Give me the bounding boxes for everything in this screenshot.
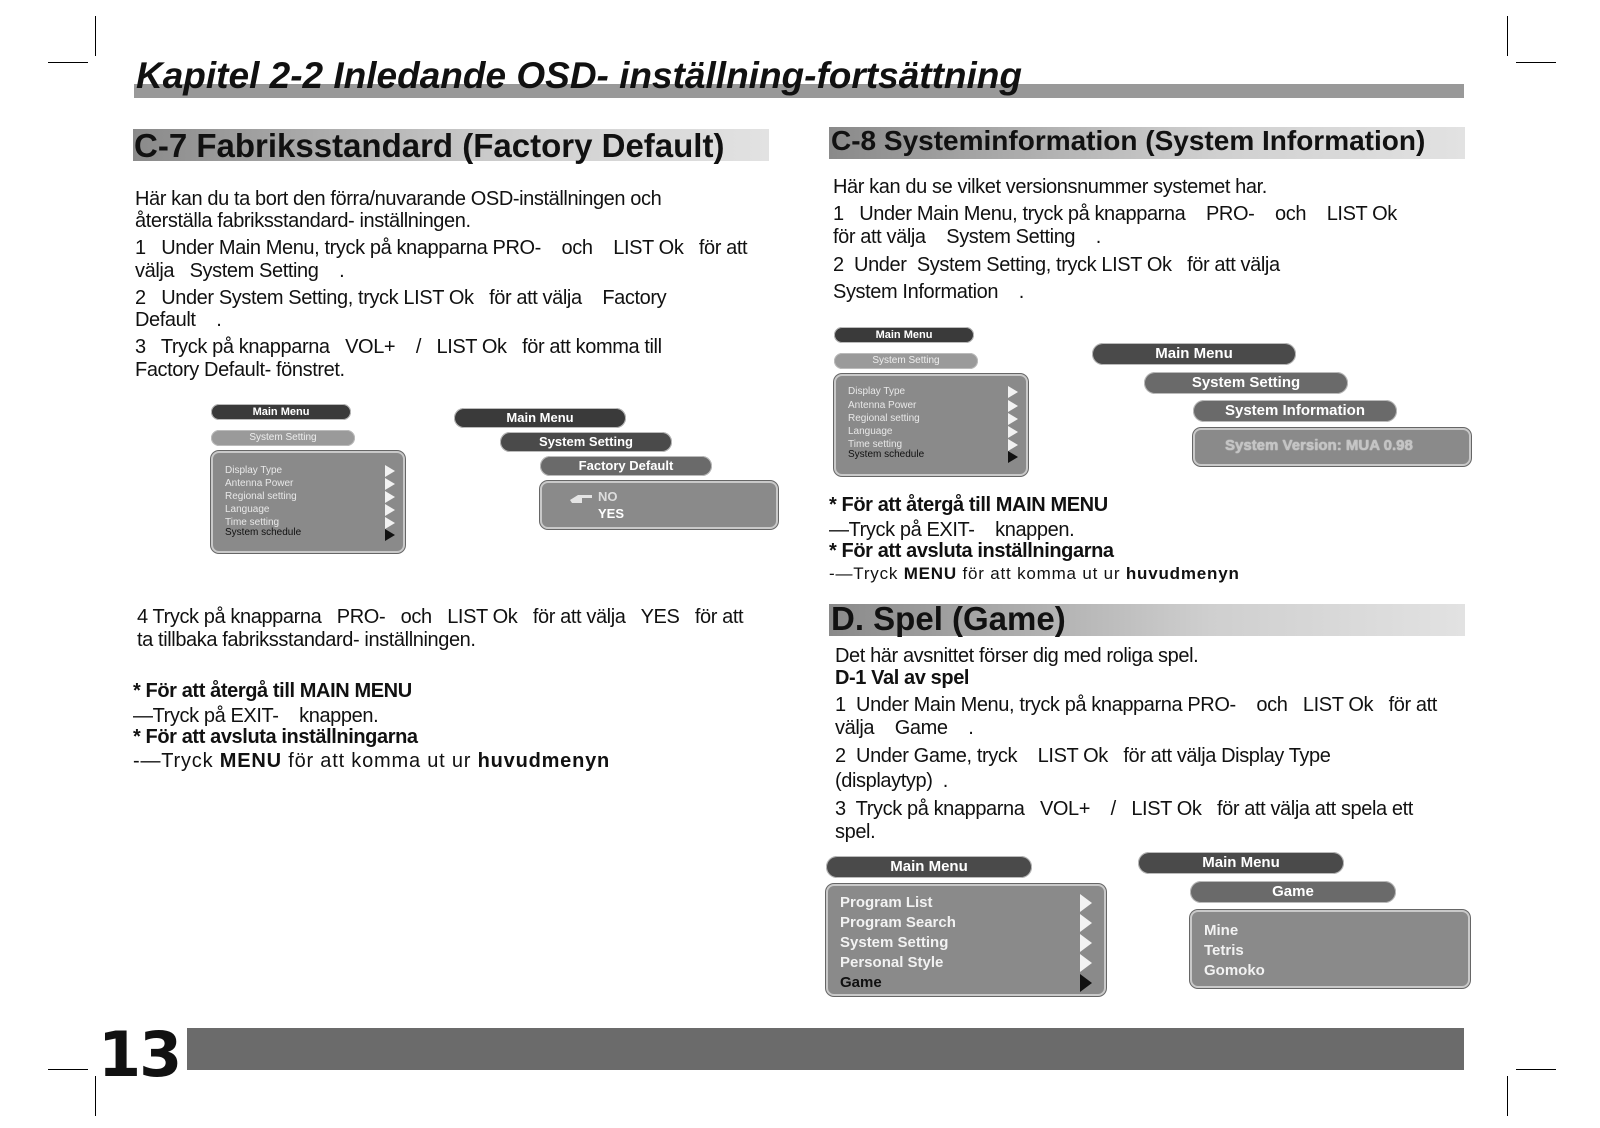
- osd-item: Display Type: [848, 386, 906, 397]
- c7-exit-mid: för att komma ut ur: [281, 750, 478, 772]
- c8-return-text: —Tryck på EXIT- knappen.: [829, 519, 1075, 541]
- c8-exit-menu: MENU: [903, 564, 957, 583]
- arrow-right-icon: [1080, 894, 1092, 912]
- c8-return-heading: * För att återgå till MAIN MENU: [829, 494, 1108, 516]
- c8-step1-line2: för att välja System Setting .: [833, 226, 1101, 248]
- osd-item: Antenna Power: [848, 400, 917, 411]
- d-step3-line1: 3 Tryck på knapparna VOL+ / LIST Ok för att välja att spela ett: [835, 798, 1413, 820]
- osd-item: Regional setting: [225, 491, 297, 502]
- osd-system-setting-tab: System Setting: [500, 432, 672, 452]
- c7-exit-main: huvudmenyn: [477, 750, 611, 772]
- arrow-right-icon: [1080, 934, 1092, 952]
- d-step3-line2: spel.: [835, 821, 876, 843]
- osd-item-selected: System schedule: [225, 527, 302, 538]
- c7-step1-line1: 1 Under Main Menu, tryck på knapparna PRO- och LIST Ok för att: [135, 237, 748, 259]
- arrow-right-icon: [385, 529, 395, 541]
- osd-item-selected: System schedule: [848, 449, 925, 460]
- c7-exit-heading: * För att avsluta inställningarna: [133, 726, 418, 748]
- d-step2-line1: 2 Under Game, tryck LIST Ok för att välja Display Type: [835, 745, 1331, 767]
- arrow-right-icon: [1080, 954, 1092, 972]
- osd-item: Display Type: [225, 465, 283, 476]
- osd-main-menu-tab: Main Menu: [1138, 852, 1344, 874]
- arrow-right-icon: [385, 504, 395, 516]
- c7-step1-line2: välja System Setting .: [135, 260, 345, 282]
- osd-item: Program Search: [840, 914, 956, 931]
- osd-item: System Setting: [840, 934, 949, 951]
- arrow-right-icon: [1008, 400, 1018, 412]
- c7-step4-line2: ta tillbaka fabriksstandard- inställningen.: [137, 629, 476, 651]
- arrow-right-icon: [1008, 451, 1018, 463]
- arrow-right-icon: [385, 517, 395, 529]
- arrow-right-icon: [1080, 974, 1092, 992]
- osd-main-menu-tab: Main Menu: [454, 408, 626, 428]
- crop-mark: [1516, 62, 1556, 63]
- c7-return-heading: * För att återgå till MAIN MENU: [133, 680, 412, 702]
- page-number: 13: [98, 1018, 181, 1091]
- osd-game-tab: Game: [1190, 881, 1396, 903]
- c7-step3-line2: Factory Default- fönstret.: [135, 359, 345, 381]
- osd-item: Tetris: [1204, 942, 1244, 959]
- d-step1-line2: välja Game .: [835, 717, 974, 739]
- c7-intro-line2: återställa fabriksstandard- inställningen.: [135, 210, 471, 232]
- hand-pointer-icon: [568, 491, 594, 505]
- c7-step3-line1: 3 Tryck på knapparna VOL+ / LIST Ok för att komma till: [135, 336, 662, 358]
- c7-step2-line1: 2 Under System Setting, tryck LIST Ok för att välja Factory: [135, 287, 667, 309]
- crop-mark: [48, 1069, 88, 1070]
- chapter-title: Kapitel 2-2 Inledande OSD- inställning-fortsättning: [136, 55, 1022, 96]
- osd-item: Gomoko: [1204, 962, 1265, 979]
- osd-option-yes: YES: [598, 506, 625, 521]
- osd-option-no: NO: [598, 489, 618, 504]
- crop-mark: [95, 16, 96, 56]
- osd-factory-default-tab: Factory Default: [540, 456, 712, 476]
- c7-step4-line1: 4 Tryck på knapparna PRO- och LIST Ok för att välja YES för att: [137, 606, 744, 628]
- c8-exit-main: huvudmenyn: [1125, 564, 1240, 583]
- osd-system-setting-panel: [211, 451, 405, 553]
- arrow-right-icon: [1008, 439, 1018, 451]
- osd-system-setting-tab: System Setting: [1144, 372, 1348, 394]
- arrow-right-icon: [1008, 426, 1018, 438]
- crop-mark: [1507, 16, 1508, 56]
- d-step1-line1: 1 Under Main Menu, tryck på knapparna PRO- och LIST Ok för att: [835, 694, 1437, 716]
- osd-item: Language: [225, 504, 270, 515]
- c8-title: C-8 Systeminformation (System Information): [831, 125, 1426, 156]
- osd-item: Program List: [840, 894, 933, 911]
- osd-item: Personal Style: [840, 954, 944, 971]
- arrow-right-icon: [385, 478, 395, 490]
- osd-item-selected: Game: [840, 974, 882, 991]
- arrow-right-icon: [1008, 386, 1018, 398]
- osd-main-menu-tab: Main Menu: [834, 327, 974, 343]
- crop-mark: [95, 1076, 96, 1116]
- c8-step2-line2: System Information .: [833, 281, 1024, 303]
- osd-system-setting-tab: System Setting: [211, 430, 355, 446]
- crop-mark: [1516, 1069, 1556, 1070]
- osd-system-information-tab: System Information: [1193, 400, 1397, 422]
- osd-system-version: System Version: MUA 0.98: [1225, 437, 1413, 454]
- c8-step2-line1: 2 Under System Setting, tryck LIST Ok för att välja: [833, 254, 1280, 276]
- osd-main-menu-tab: Main Menu: [211, 404, 351, 420]
- osd-item: Mine: [1204, 922, 1239, 939]
- osd-system-information-panel: [1193, 428, 1471, 466]
- crop-mark: [48, 62, 88, 63]
- c8-exit-heading: * För att avsluta inställningarna: [829, 540, 1114, 562]
- c8-exit-prefix: -—Tryck: [829, 564, 904, 583]
- osd-item: Antenna Power: [225, 478, 294, 489]
- c7-title: C-7 Fabriksstandard (Factory Default): [134, 127, 725, 164]
- arrow-right-icon: [385, 491, 395, 503]
- c8-exit-mid: för att komma ut ur: [956, 564, 1126, 583]
- d-intro: Det här avsnittet förser dig med roliga spel.: [835, 645, 1199, 667]
- osd-system-setting-panel: [834, 374, 1028, 476]
- osd-main-menu-panel: [826, 884, 1106, 996]
- c7-intro-line1: Här kan du ta bort den förra/nuvarande OSD-inställningen och: [135, 188, 662, 210]
- osd-item: Language: [848, 426, 893, 437]
- osd-main-menu-tab: Main Menu: [826, 856, 1032, 878]
- arrow-right-icon: [1008, 413, 1018, 425]
- osd-item: Regional setting: [848, 413, 920, 424]
- arrow-right-icon: [385, 465, 395, 477]
- c8-intro: Här kan du se vilket versionsnummer systemet har.: [833, 176, 1267, 198]
- c8-exit-text: [829, 563, 1240, 585]
- c7-exit-menu: MENU: [219, 750, 282, 772]
- osd-game-panel: [1190, 910, 1470, 988]
- footer-bar: [187, 1028, 1464, 1070]
- arrow-right-icon: [1080, 914, 1092, 932]
- osd-item: Time setting: [225, 517, 280, 528]
- osd-system-setting-tab: System Setting: [834, 353, 978, 369]
- d-step2-line2: (displaytyp) .: [835, 770, 948, 792]
- osd-item: Time setting: [848, 439, 903, 450]
- d-title: D. Spel (Game): [831, 600, 1066, 637]
- c7-exit-text: [133, 750, 610, 772]
- osd-factory-default-panel: [540, 481, 778, 529]
- c7-return-text: —Tryck på EXIT- knappen.: [133, 705, 379, 727]
- crop-mark: [1507, 1076, 1508, 1116]
- d-sub-heading: D-1 Val av spel: [835, 667, 970, 689]
- c7-step2-line2: Default .: [135, 309, 222, 331]
- osd-main-menu-tab: Main Menu: [1092, 343, 1296, 365]
- c8-step1-line1: 1 Under Main Menu, tryck på knapparna PRO- och LIST Ok: [833, 203, 1397, 225]
- c7-exit-prefix: -—Tryck: [133, 750, 220, 772]
